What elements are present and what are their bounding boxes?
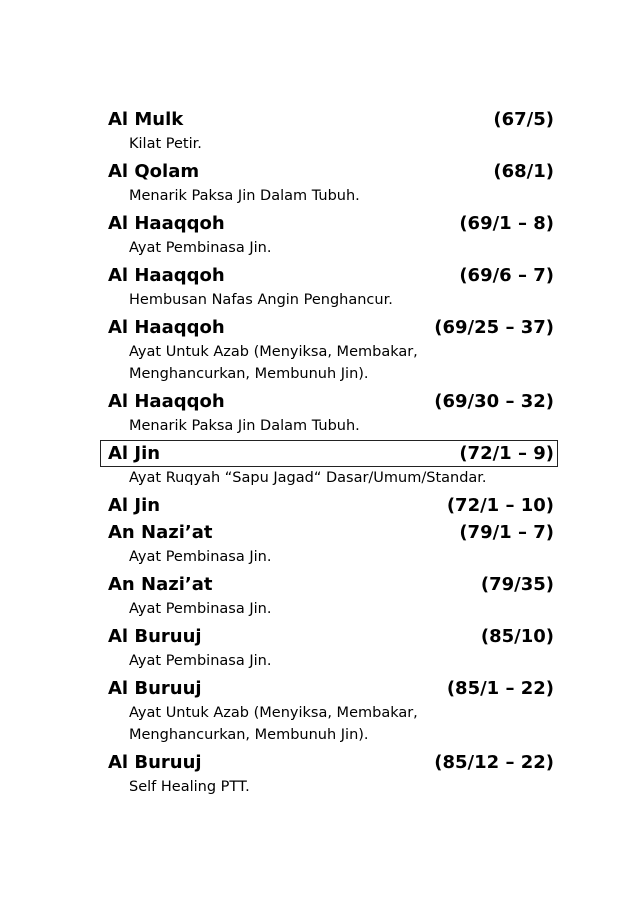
verse-reference: (85/12 – 22) [434,752,554,773]
verse-reference: (69/1 – 8) [459,213,554,234]
list-item [108,571,554,623]
verse-reference: (67/5) [493,109,554,130]
description-line: Menghancurkan, Membunuh Jin). [129,366,369,382]
entry-heading [108,675,554,702]
entry-description [108,133,554,158]
list-item [108,314,554,388]
list-item [108,262,554,314]
entry-description [108,415,554,440]
verse-reference: (72/1 – 9) [459,443,554,464]
verse-reference: (85/1 – 22) [446,678,554,699]
verse-reference: (69/25 – 37) [434,317,554,338]
verse-reference: (68/1) [493,161,554,182]
entry-heading [108,749,554,776]
entry-heading [108,571,554,598]
description-line: Ayat Pembinasa Jin. [129,601,272,617]
description-line: Kilat Petir. [129,136,202,152]
entry-description [108,289,554,314]
surah-name: Al Mulk [108,109,184,130]
list-item [108,158,554,210]
description-line: Menghancurkan, Membunuh Jin). [129,727,369,743]
list-item [108,210,554,262]
entry-description [108,598,554,623]
list-item [108,749,554,801]
description-line: Ayat Pembinasa Jin. [129,549,272,565]
entry-description [108,776,554,801]
description-line: Menarik Paksa Jin Dalam Tubuh. [129,418,360,434]
entry-heading [108,519,554,546]
description-line: Ayat Ruqyah “Sapu Jagad“ Dasar/Umum/Standar. [129,470,487,486]
description-line: Ayat Untuk Azab (Menyiksa, Membakar, [129,344,418,360]
description-line: Ayat Pembinasa Jin. [129,240,272,256]
description-line: Menarik Paksa Jin Dalam Tubuh. [129,188,360,204]
description-line: Ayat Untuk Azab (Menyiksa, Membakar, [129,705,418,721]
entry-description [108,237,554,262]
entry-description [108,702,554,749]
entry-description [108,650,554,675]
surah-name: Al Qolam [108,161,200,182]
verse-reference: (85/10) [480,626,554,647]
entry-heading [108,210,554,237]
verse-reference: (69/6 – 7) [459,265,554,286]
surah-name: Al Haaqqoh [108,317,225,338]
entry-description [108,185,554,210]
surah-name: An Nazi’at [108,574,213,595]
entry-description [108,341,554,388]
surah-name: Al Buruuj [108,626,202,647]
surah-name: Al Jin [108,495,161,516]
list-item [108,623,554,675]
entry-heading [108,492,554,519]
surah-name: Al Haaqqoh [108,213,225,234]
description-line: Ayat Pembinasa Jin. [129,653,272,669]
surah-name: Al Haaqqoh [108,265,225,286]
entry-heading [108,623,554,650]
verse-reference: (69/30 – 32) [434,391,554,412]
entry-description [108,546,554,571]
entry-heading-highlighted [100,440,558,467]
entry-list [108,106,554,801]
entry-heading [108,314,554,341]
list-item [108,675,554,749]
surah-name: Al Jin [108,443,161,464]
entry-heading [108,158,554,185]
surah-name: An Nazi’at [108,522,213,543]
list-item [108,106,554,158]
list-item [108,440,554,492]
entry-heading [108,388,554,415]
verse-reference: (79/35) [480,574,554,595]
description-line: Hembusan Nafas Angin Penghancur. [129,292,393,308]
verse-reference: (72/1 – 10) [446,495,554,516]
list-item [108,492,554,519]
surah-name: Al Buruuj [108,752,202,773]
verse-reference: (79/1 – 7) [459,522,554,543]
entry-heading [108,106,554,133]
list-item [108,388,554,440]
description-line: Self Healing PTT. [129,779,250,795]
surah-name: Al Haaqqoh [108,391,225,412]
entry-heading [108,262,554,289]
surah-name: Al Buruuj [108,678,202,699]
list-item [108,519,554,571]
entry-description [108,467,554,492]
